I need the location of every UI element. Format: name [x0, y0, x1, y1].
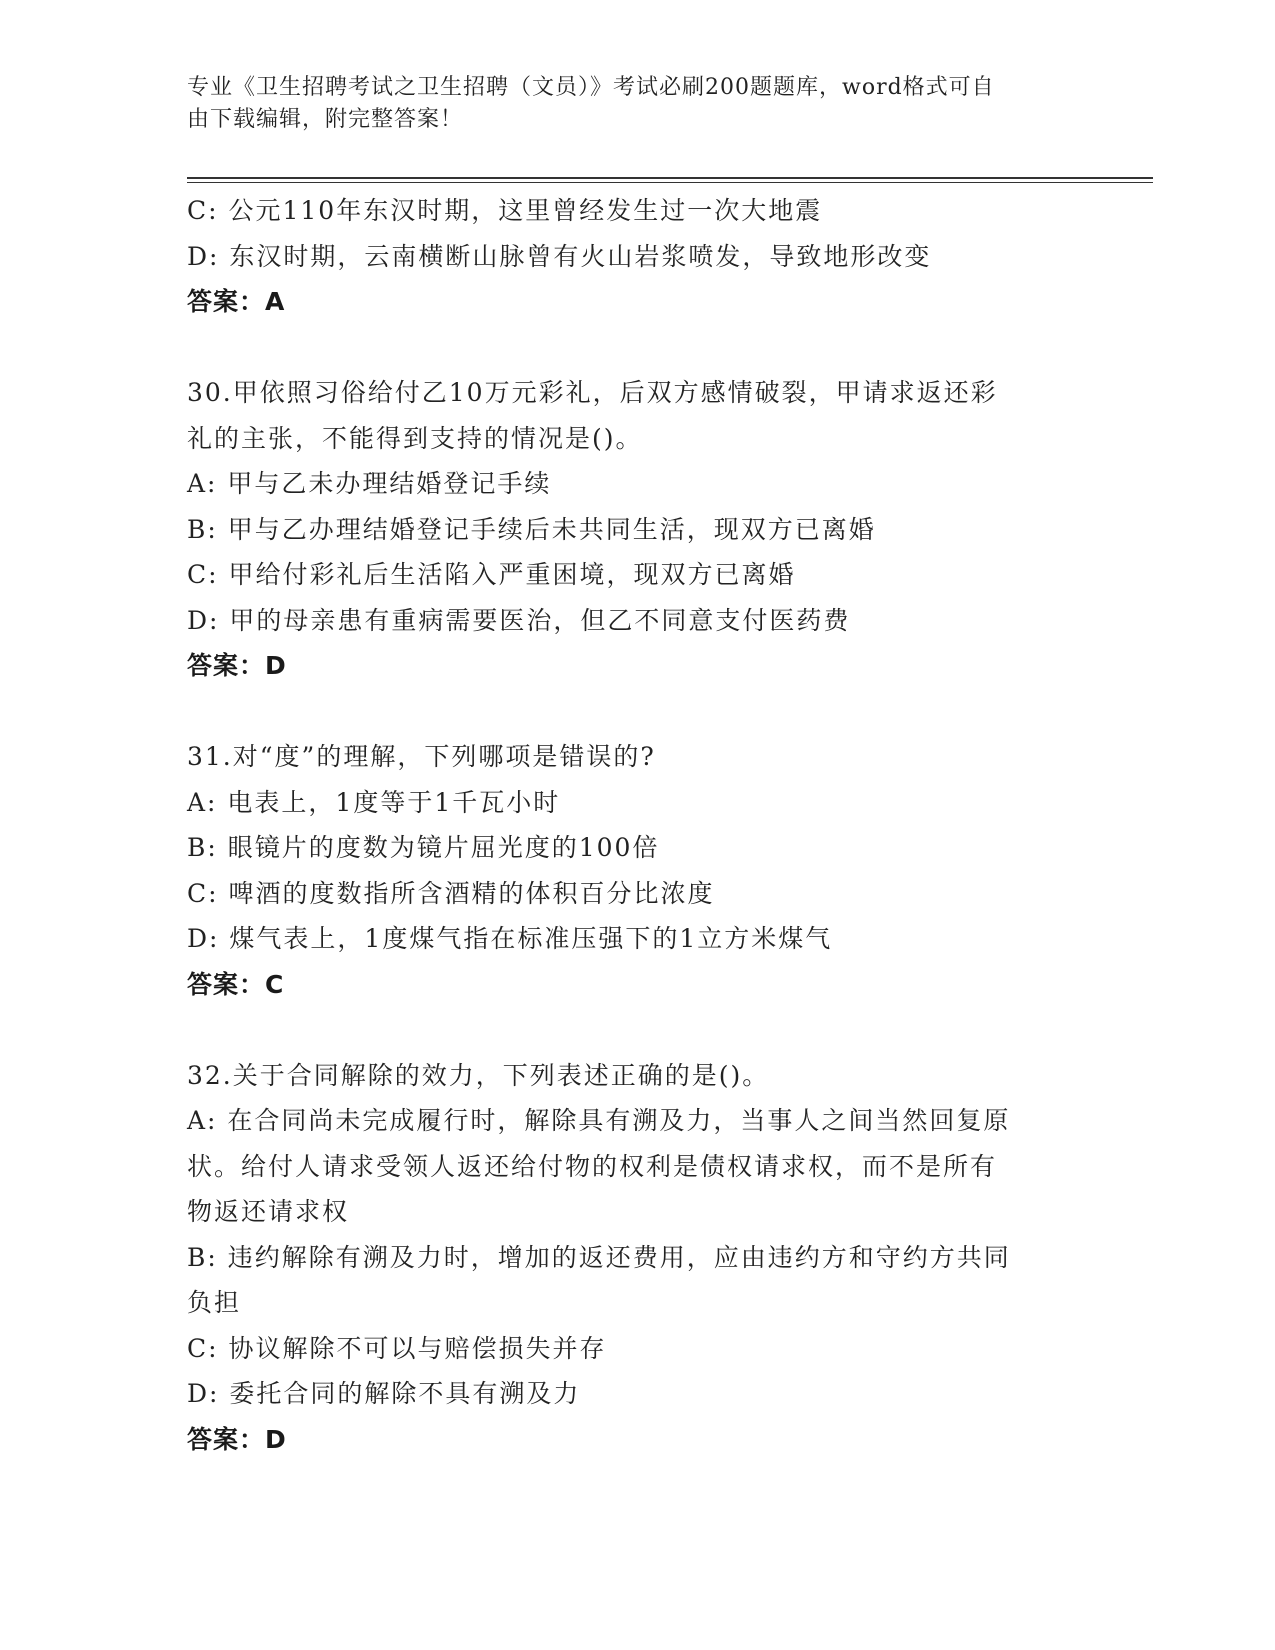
question-list [187, 188, 1087, 1462]
question-stem: 32.关于合同解除的效力，下列表述正确的是()。 [187, 1060, 770, 1090]
spacer [187, 1007, 1087, 1053]
spacer [187, 689, 1087, 735]
option-b: B: 眼镜片的度数为镜片屈光度的100倍 [187, 833, 660, 862]
option-c: C: 甲给付彩礼后生活陷入严重困境，现双方已离婚 [187, 560, 796, 589]
option-a-continued-2: 物返还请求权 [187, 1197, 350, 1226]
question-32 [187, 1053, 1087, 1463]
spacer [187, 325, 1087, 371]
answer-label: 答案：D [187, 651, 287, 680]
option-c: C: 啤酒的度数指所含酒精的体积百分比浓度 [187, 878, 715, 908]
option-b: B: 甲与乙办理结婚登记手续后未共同生活，现双方已离婚 [187, 514, 876, 544]
answer-label: 答案：C [187, 969, 285, 999]
option-d: D: 东汉时期，云南横断山脉曾有火山岩浆喷发，导致地形改变 [187, 241, 932, 271]
document-header [187, 72, 1067, 136]
question-30 [187, 370, 1087, 689]
question-stem: 30.甲依照习俗给付乙10万元彩礼，后双方感情破裂，甲请求返还彩 [187, 378, 998, 407]
option-a: A: 在合同尚未完成履行时，解除具有溯及力，当事人之间当然回复原 [187, 1106, 1011, 1135]
option-d: D: 甲的母亲患有重病需要医治，但乙不同意支付医药费 [187, 605, 851, 635]
header-rule-thin [187, 182, 1153, 183]
option-d: D: 委托合同的解除不具有溯及力 [187, 1379, 581, 1408]
option-b-continued: 负担 [187, 1288, 242, 1317]
option-a-continued: 状。给付人请求受领人返还给付物的权利是债权请求权，而不是所有 [187, 1151, 998, 1181]
option-a: A: 电表上，1度等于1千瓦小时 [187, 787, 561, 817]
question-stem: 31.对“度”的理解，下列哪项是错误的? [187, 742, 656, 771]
question-29 [187, 188, 1087, 325]
option-d: D: 煤气表上，1度煤气指在标准压强下的1立方米煤气 [187, 924, 833, 953]
option-c: C: 公元110年东汉时期，这里曾经发生过一次大地震 [187, 196, 823, 225]
option-a: A: 甲与乙未办理结婚登记手续 [187, 469, 552, 498]
answer-label: 答案：A [187, 287, 286, 316]
header-line-2: 由下载编辑，附完整答案！ [187, 107, 464, 132]
option-b: B: 违约解除有溯及力时，增加的返还费用，应由违约方和守约方共同 [187, 1242, 1011, 1272]
question-stem-continued: 礼的主张，不能得到支持的情况是()。 [187, 423, 643, 453]
header-rule-thick [187, 177, 1153, 179]
question-31 [187, 734, 1087, 1007]
header-line-1: 专业《卫生招聘考试之卫生招聘（文员）》考试必刷200题题库，word格式可自 [187, 75, 995, 100]
answer-label: 答案：D [187, 1424, 287, 1454]
option-c: C: 协议解除不可以与赔偿损失并存 [187, 1333, 607, 1363]
